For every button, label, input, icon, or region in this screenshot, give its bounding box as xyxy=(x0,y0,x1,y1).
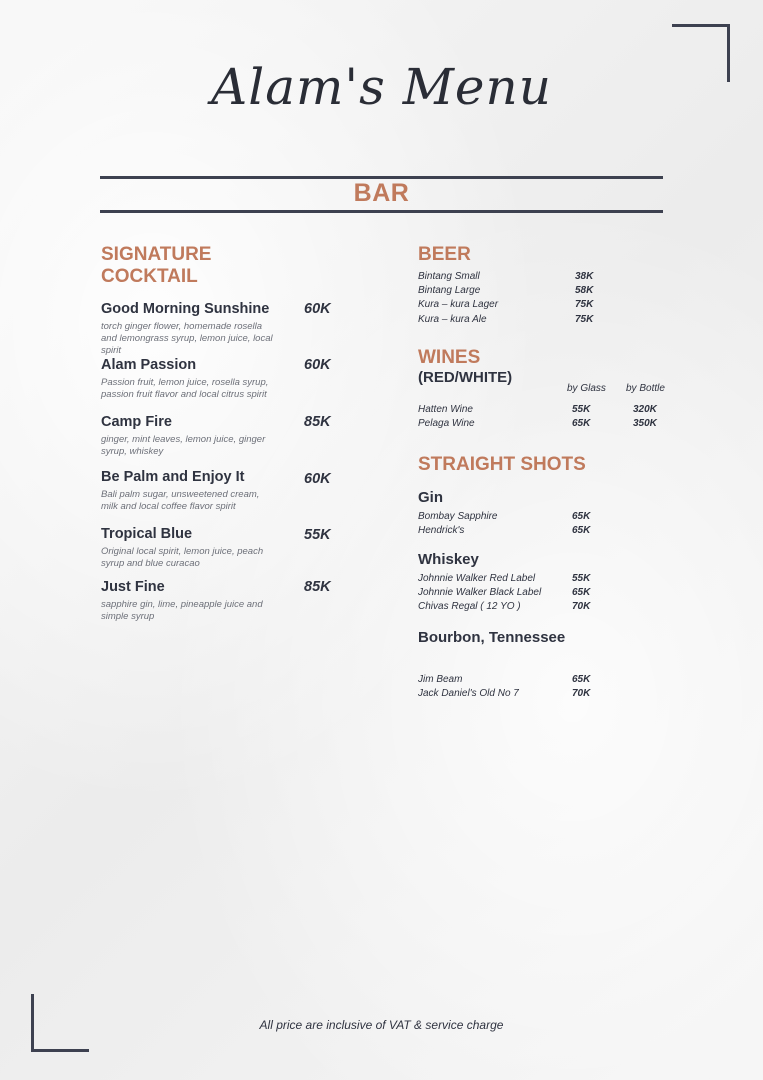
cocktail-description: Original local spirit, lemon juice, peach syrup and blue curacao xyxy=(101,546,264,569)
whiskey-price: 65K xyxy=(572,587,591,598)
whiskey-name: Johnnie Walker Red Label xyxy=(418,573,536,584)
whiskey-price: 55K xyxy=(572,573,591,584)
col-header-glass: by Glass xyxy=(567,383,606,394)
cocktail-price: 55K xyxy=(304,527,331,543)
beer-price: 75K xyxy=(575,299,594,310)
beer-heading: BEER xyxy=(418,244,471,265)
wine-glass-price: 65K xyxy=(572,418,591,429)
wine-name: Pelaga Wine xyxy=(418,418,475,429)
cocktail-price: 85K xyxy=(304,414,331,430)
bourbon-name: Jack Daniel's Old No 7 xyxy=(418,688,519,699)
bourbon-price: 65K xyxy=(572,674,591,685)
cocktail-price: 60K xyxy=(304,301,331,317)
shots-heading: STRAIGHT SHOTS xyxy=(418,454,586,475)
footer-note: All price are inclusive of VAT & service charge xyxy=(259,1018,504,1032)
wine-bottle-price: 350K xyxy=(633,418,657,429)
beer-price: 58K xyxy=(575,285,594,296)
cocktail-price: 60K xyxy=(304,471,331,487)
gin-price: 65K xyxy=(572,511,591,522)
cocktail-description: Bali palm sugar, unsweetened cream, milk and local coffee flavor spirit xyxy=(101,489,260,512)
cocktail-description: ginger, mint leaves, lemon juice, ginger syrup, whiskey xyxy=(101,434,266,457)
signature-heading-line2: COCKTAIL xyxy=(101,266,198,287)
whiskey-name: Chivas Regal ( 12 YO ) xyxy=(418,601,521,612)
signature-heading-line1: SIGNATURE xyxy=(101,244,212,265)
cocktail-description: Passion fruit, lemon juice, rosella syrup, passion fruit flavor and local citrus spirit xyxy=(101,377,269,400)
beer-price: 75K xyxy=(575,314,594,325)
gin-price: 65K xyxy=(572,525,591,536)
wine-glass-price: 55K xyxy=(572,404,591,415)
wines-heading-line1: WINES xyxy=(418,347,481,368)
cocktail-name: Be Palm and Enjoy It xyxy=(101,469,245,485)
section-title: BAR xyxy=(353,179,410,207)
cocktail-price: 60K xyxy=(304,357,331,373)
beer-name: Kura – kura Lager xyxy=(418,299,499,310)
wine-name: Hatten Wine xyxy=(418,404,473,415)
cocktail-name: Good Morning Sunshine xyxy=(101,301,270,317)
bourbon-name: Jim Beam xyxy=(418,674,463,685)
bourbon-heading: Bourbon, Tennessee xyxy=(418,629,566,646)
bourbon-price: 70K xyxy=(572,688,591,699)
gin-name: Hendrick's xyxy=(418,525,465,536)
beer-name: Bintang Small xyxy=(418,271,480,282)
cocktail-name: Camp Fire xyxy=(101,414,172,430)
gin-heading: Gin xyxy=(418,489,443,506)
cocktail-price: 85K xyxy=(304,579,331,595)
wines-heading-line2: (RED/WHITE) xyxy=(418,369,513,386)
divider-bottom xyxy=(100,210,663,213)
whiskey-heading: Whiskey xyxy=(418,551,479,568)
whiskey-price: 70K xyxy=(572,601,591,612)
cocktail-description: sapphire gin, lime, pineapple juice and simple syrup xyxy=(101,599,263,622)
whiskey-name: Johnnie Walker Black Label xyxy=(418,587,542,598)
col-header-bottle: by Bottle xyxy=(626,383,665,394)
wine-bottle-price: 320K xyxy=(633,404,657,415)
beer-name: Bintang Large xyxy=(418,285,481,296)
beer-name: Kura – kura Ale xyxy=(418,314,487,325)
beer-price: 38K xyxy=(575,271,594,282)
cocktail-name: Alam Passion xyxy=(101,357,197,373)
cocktail-name: Just Fine xyxy=(101,579,165,595)
cocktail-description: torch ginger flower, homemade rosella and lemongrass syrup, lemon juice, local spirit xyxy=(101,321,273,356)
cocktail-name: Tropical Blue xyxy=(101,526,193,542)
menu-title: Alam's Menu xyxy=(211,58,552,116)
gin-name: Bombay Sapphire xyxy=(418,511,498,522)
